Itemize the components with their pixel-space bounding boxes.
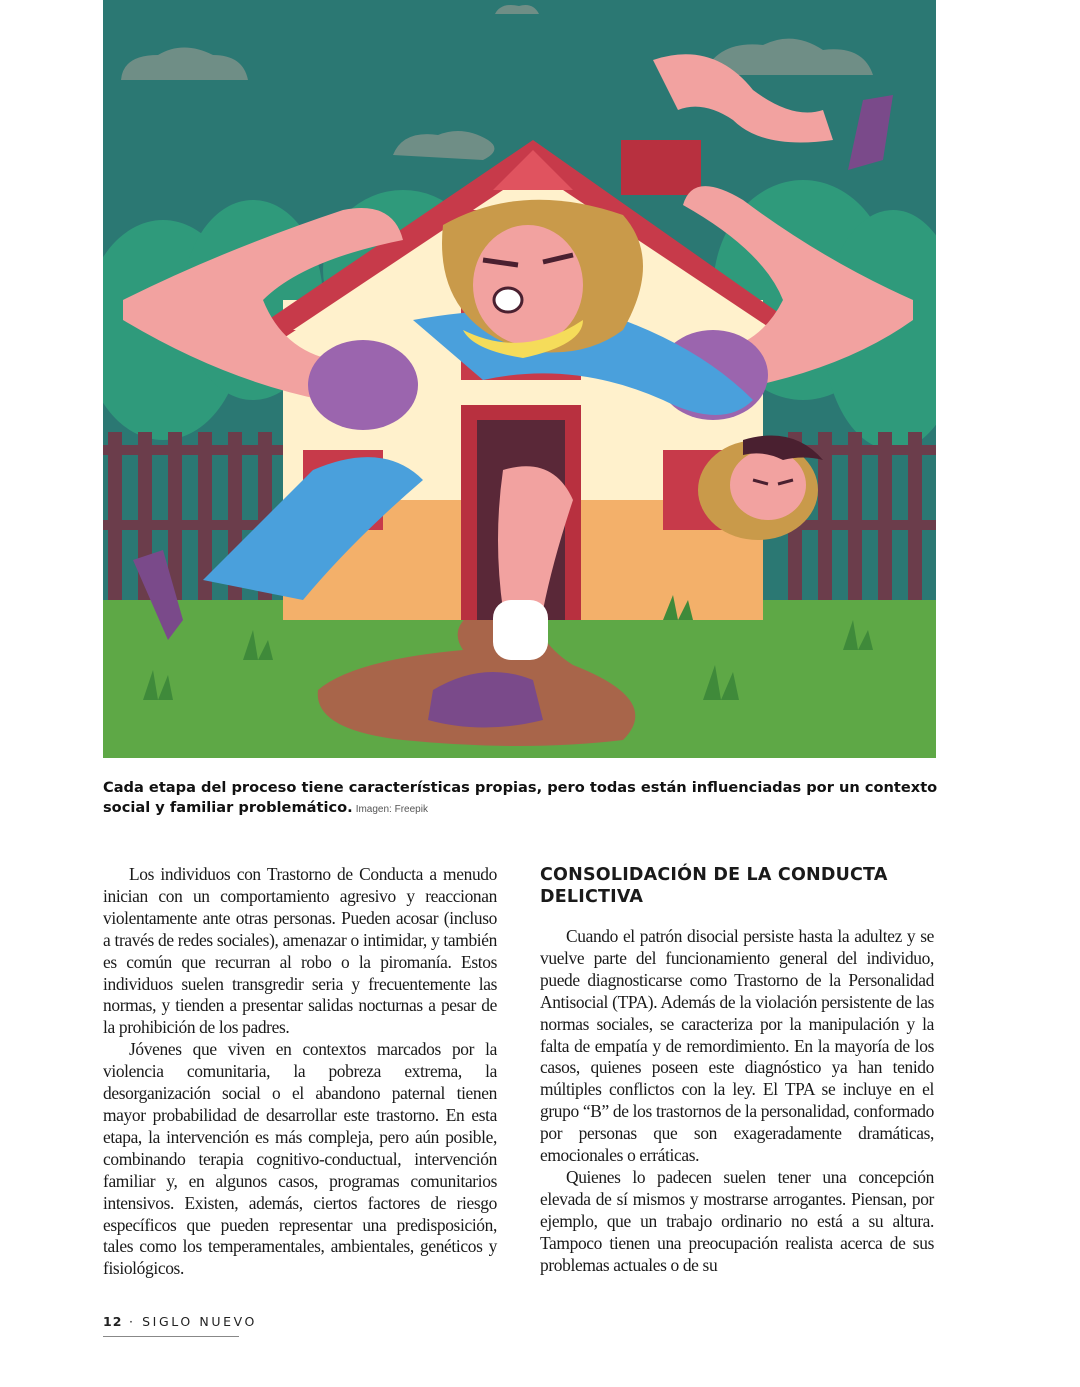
image-credit: Imagen: Freepik [355, 804, 428, 815]
body-paragraph: Quienes lo padecen suelen tener una concepción elevada de sí mismos y mostrarse arrogantes. Piensan, por ejemplo, que un trabajo ordinario no está a su altura. Tampoco tienen una preocupación realista acerca de sus problemas actuales o de su [540, 1166, 934, 1275]
body-paragraph: Los individuos con Trastorno de Conducta a menudo inician con un comportamiento agresivo y reaccionan violentamente ante otras personas. Pueden acosar (incluso a través de redes sociales), amenazar o intimidar, y también es común que recurran al robo o la piromanía. Estos individuos suelen transgredir seria y frecuentemente las normas, y tienden a presentar salidas nocturnas a pesar de la prohibición de los padres. [103, 864, 497, 1038]
page-footer [103, 1314, 257, 1329]
footer-separator: · [128, 1314, 136, 1329]
section-heading: CONSOLIDACIÓN DE LA CONDUCTA DELICTIVA [540, 865, 888, 907]
page-number: 12 [103, 1314, 123, 1329]
right-column [540, 864, 934, 1277]
caption-text: Cada etapa del proceso tiene características propias, pero todas están influenciadas por un contexto social y familiar problemático. [103, 779, 938, 816]
illustration-figure [103, 0, 936, 758]
body-paragraph: Jóvenes que viven en contextos marcados por la violencia comunitaria, la pobreza extrema, la desorganización social o el abandono paternal tienen mayor probabilidad de desarrollar este trastorno. En esta etapa, la intervención es más compleja, pero aún posible, combinando terapia cognitivo-conductual, intervención familiar y, en algunos casos, programas comunitarios intensivos. Existen, además, ciertos factores de riesgo específicos que pueden representar una predisposición, tales como los temperamentales, ambientales, genéticos y fisiológicos. [103, 1039, 497, 1279]
footer-rule [103, 1336, 239, 1337]
body-paragraph: Cuando el patrón disocial persiste hasta la adultez y se vuelve parte del funcionamiento general del individuo, puede diagnosticarse como Trastorno de la Personalidad Antisocial (TPA). Además de la violación persistente de las normas sociales, se caracteriza por la manipulación y la falta de empatía y de remordimiento. En la mayoría de los casos, quienes poseen este diagnóstico ya han tenido múltiples conflictos con la ley. El TPA se incluye en el grupo “B” de los trastornos de la personalidad, conformado por personas que son exageradamente dramáticas, emocionales o erráticas. [540, 926, 934, 1166]
publication-name: SIGLO NUEVO [142, 1314, 257, 1329]
girl-head [442, 200, 643, 358]
figure-caption [103, 778, 943, 820]
left-column [103, 864, 497, 1280]
